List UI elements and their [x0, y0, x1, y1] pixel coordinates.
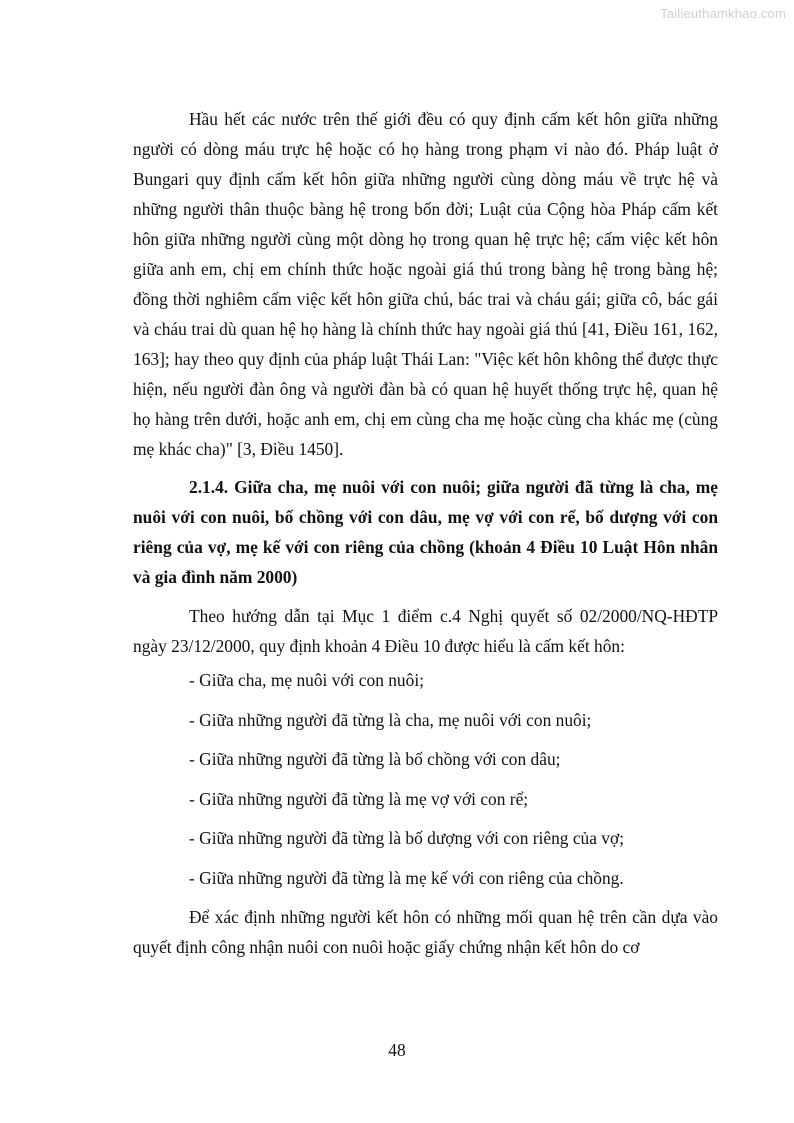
watermark: Tailieuthamkhao.com	[660, 6, 786, 21]
paragraph-guidance: Theo hướng dẫn tại Mục 1 điểm c.4 Nghị quyết số 02/2000/NQ-HĐTP ngày 23/12/2000, quy định khoản 4 Điều 10 được hiểu là cấm kết hôn:	[133, 606, 718, 656]
list-item: - Giữa cha, mẹ nuôi với con nuôi;	[189, 670, 424, 690]
list-item: - Giữa những người đã từng là bố chồng với con dâu;	[189, 749, 561, 769]
paragraph-marriage-bloodline: Hầu hết các nước trên thế giới đều có quy định cấm kết hôn giữa những người có dòng máu trực hệ hoặc có họ hàng trong phạm vi nào đó. Pháp luật ở Bungari quy định cấm kết hôn giữa những người cùng dòng máu về trực hệ và những người thân thuộc bàng hệ trong bốn đời; Luật của Cộng hòa Pháp cấm kết hôn giữa những người cùng một dòng họ trong quan hệ trực hệ; cấm việc kết hôn giữa anh em, chị em chính thức hoặc ngoài giá thú trong bàng hệ trong bàng hệ; đồng thời nghiêm cấm việc kết hôn giữa chú, bác trai và cháu gái; giữa cô, bác gái và cháu trai dù quan hệ họ hàng là chính thức hay ngoài giá thú [41, Điều 161, 162, 163]; hay theo quy định của pháp luật Thái Lan: "Việc kết hôn không thể được thực hiện, nếu người đàn ông và người đàn bà có quan hệ huyết thống trực hệ, quan hệ họ hàng trên dưới, hoặc anh em, chị em cùng cha mẹ hoặc cùng cha khác mẹ (cùng mẹ khác cha)" [3, Điều 1450].	[133, 109, 718, 459]
prohibition-list	[133, 665, 718, 893]
page-content	[133, 104, 718, 962]
page-number: 48	[388, 1040, 406, 1060]
list-item: - Giữa những người đã từng là bố dượng với con riêng của vợ;	[189, 828, 625, 848]
list-item: - Giữa những người đã từng là mẹ kế với con riêng của chồng.	[189, 867, 624, 888]
list-item: - Giữa những người đã từng là mẹ vợ với con rể;	[189, 788, 529, 809]
list-item: - Giữa những người đã từng là cha, mẹ nuôi với con nuôi;	[189, 709, 592, 730]
paragraph-determination: Để xác định những người kết hôn có những mối quan hệ trên cần dựa vào quyết định công nhận nuôi con nuôi hoặc giấy chứng nhận kết hôn do cơ	[133, 907, 718, 957]
section-heading-2-1-4: 2.1.4. Giữa cha, mẹ nuôi với con nuôi; giữa người đã từng là cha, mẹ nuôi với con nuôi, bố chồng với con dâu, mẹ vợ với con rể, bố dượng với con riêng của vợ, mẹ kế với con riêng của chồng (khoản 4 Điều 10 Luật Hôn nhân và gia đình năm 2000)	[133, 477, 718, 587]
